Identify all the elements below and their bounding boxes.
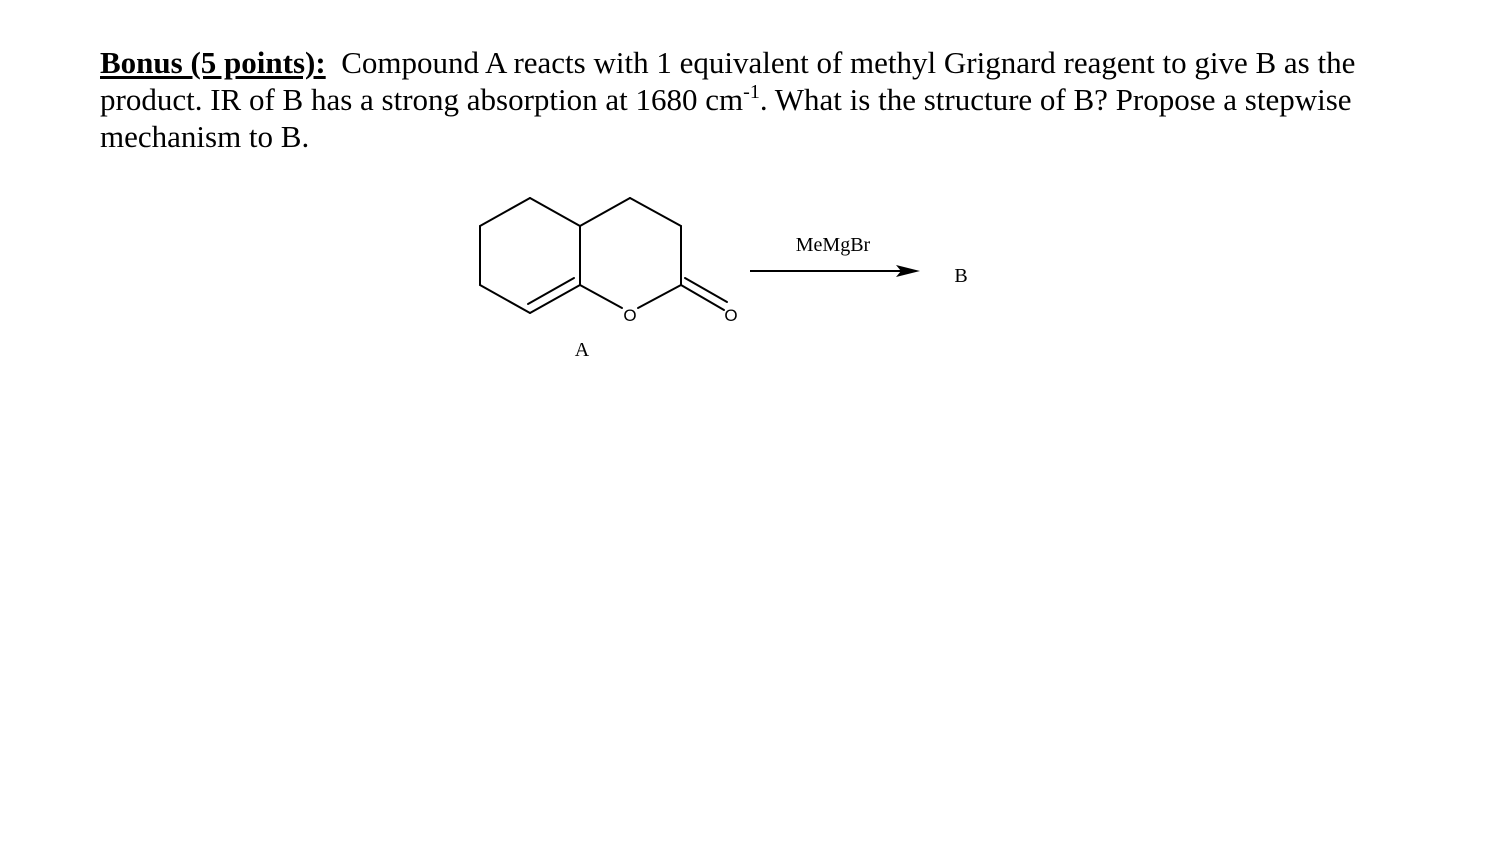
question-body-part2: . What is the structure of B? Propose a stepwise mechanism to B. xyxy=(100,82,1352,154)
bond-c8a-c8 xyxy=(580,198,630,226)
product-b-label: B xyxy=(954,265,968,287)
bonus-label: Bonus (5 points): xyxy=(100,45,326,80)
bond-c3-c4 xyxy=(480,285,530,313)
question-body-part1: Compound A reacts with 1 equivalent of methyl Grignard reagent to give B as the product. IR of B has a strong absorption at 1680 cm xyxy=(100,45,1356,117)
bond-ring-o-c4a xyxy=(580,285,622,308)
bond-c8a-c1 xyxy=(530,198,580,226)
carbonyl-oxygen-label: O xyxy=(724,306,738,325)
bond-carbonyl-ring-o xyxy=(638,285,681,308)
wavenumber-exponent: -1 xyxy=(743,81,760,103)
bond-c8-c7 xyxy=(630,198,681,226)
compound-a-structure xyxy=(480,198,727,313)
compound-a-label: A xyxy=(574,339,590,361)
bond-c1-c2 xyxy=(480,198,530,226)
reagent-label: MeMgBr xyxy=(795,234,871,256)
ring-oxygen-label: O xyxy=(623,306,637,325)
